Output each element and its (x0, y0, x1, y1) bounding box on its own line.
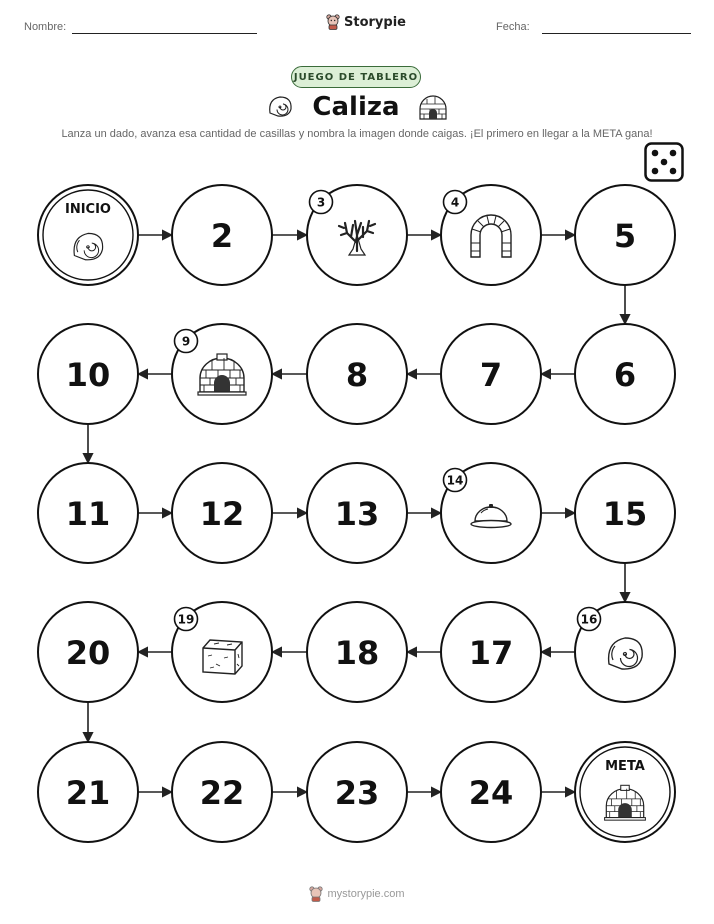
board-square-19 (172, 602, 272, 702)
board-square-12 (172, 463, 272, 563)
square-number: 17 (468, 634, 514, 672)
board-square-4 (441, 185, 541, 285)
square-number: 21 (65, 774, 111, 812)
square-number: 7 (479, 356, 503, 394)
board-square-14 (441, 463, 541, 563)
square-number: 15 (602, 495, 648, 533)
board-square-20 (38, 602, 138, 702)
board-square-5 (575, 185, 675, 285)
square-number: 5 (613, 217, 637, 255)
square-number-badge: 4 (450, 195, 460, 210)
board-square-2 (172, 185, 272, 285)
square-number: 20 (65, 634, 111, 672)
board-square-3 (307, 185, 407, 285)
board-square-23 (307, 742, 407, 842)
square-number: 10 (65, 356, 111, 394)
board-square-8 (307, 324, 407, 424)
square-number-badge: 3 (316, 195, 326, 210)
square-number: 6 (613, 356, 637, 394)
instructions: Lanza un dado, avanza esa cantidad de casillas y nombra la imagen donde caigas. ¡El primero en llegar a la META gana! (61, 128, 653, 140)
footer-url: mystorypie.com (327, 888, 405, 900)
board-square-7 (441, 324, 541, 424)
square-number: 24 (468, 774, 514, 812)
square-number: 13 (334, 495, 380, 533)
board-square-24 (441, 742, 541, 842)
game-type-badge: JUEGO DE TABLERO (291, 66, 421, 88)
square-number: 8 (345, 356, 369, 394)
page-title: Caliza (312, 92, 400, 122)
board-square-1 (38, 185, 138, 285)
square-number: 12 (199, 495, 245, 533)
board-square-15 (575, 463, 675, 563)
board-square-6 (575, 324, 675, 424)
board-square-10 (38, 324, 138, 424)
start-label: INICIO (65, 202, 111, 217)
square-number: 22 (199, 774, 245, 812)
square-number-badge: 14 (446, 473, 464, 488)
square-number-badge: 19 (177, 612, 195, 627)
date-label: Fecha: (496, 21, 530, 33)
square-number-badge: 9 (181, 334, 191, 349)
board-square-9 (172, 324, 272, 424)
board-square-13 (307, 463, 407, 563)
bear-icon (309, 886, 323, 902)
board-square-21 (38, 742, 138, 842)
board-square-11 (38, 463, 138, 563)
board-square-22 (172, 742, 272, 842)
board-square-18 (307, 602, 407, 702)
block-icon (203, 640, 242, 674)
finish-label: META (605, 759, 645, 774)
name-label: Nombre: (24, 21, 67, 33)
square-number: 2 (210, 217, 234, 255)
square-number: 18 (334, 634, 380, 672)
square-number: 11 (65, 495, 111, 533)
board-square-17 (441, 602, 541, 702)
square-number: 23 (334, 774, 380, 812)
board-square-16 (575, 602, 675, 702)
board-square-25 (575, 742, 675, 842)
footer (0, 886, 714, 902)
square-number-badge: 16 (580, 612, 598, 627)
brand-name: Storypie (344, 14, 406, 30)
